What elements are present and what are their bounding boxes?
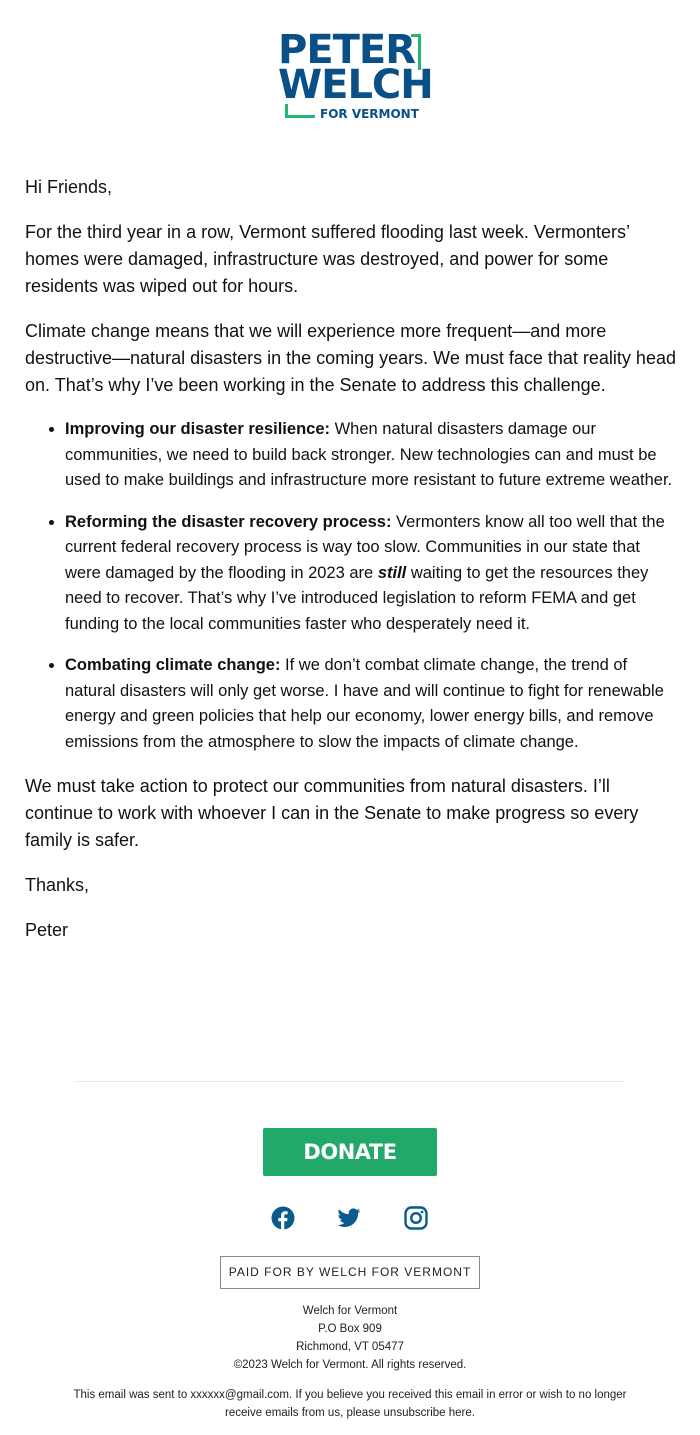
instagram-icon[interactable] [404,1206,428,1230]
logo-line-welch: WELCH [278,62,433,108]
footer-city: Richmond, VT 05477 [296,1341,404,1353]
list-item-text: Vermonters know all too well that the current federal recovery process is way too slow. Communities in our state that were damaged by the flooding in 2023 are [65,512,665,582]
footer-po-box: P.O Box 909 [318,1323,382,1335]
action-list [25,417,680,755]
list-item-title: Improving our disaster resilience: [65,420,330,438]
paragraph-action: We must take action to protect our communities from natural disasters. I’ll continue to work with whoever I can in the Senate to make progress so every family is safer. [25,776,639,850]
facebook-icon[interactable] [271,1206,295,1230]
list-item-climate [65,653,680,755]
emphasis-still: still [377,563,407,582]
paragraph-climate: Climate change means that we will experience more frequent—and more destructive—natural disasters in the coming years. We must face that reality head on. That’s why I’ve been working in the Senate to address this challenge. [25,321,676,395]
paragraph-flooding: For the third year in a row, Vermont suffered flooding last week. Vermonters’ homes were damaged, infrastructure was destroyed, and power for some residents was wiped out for hours. [25,222,630,296]
logo-line-for-vermont: FOR VERMONT [320,107,419,121]
email-body [25,174,680,962]
footer-address [0,1302,700,1374]
logo-bracket-bottom-left [285,104,315,118]
closing: Thanks, [25,875,90,895]
list-item-text: When natural disasters damage our communities, we need to build back stronger. New technologies can and must be used to make buildings and infrastructure more resistant to future extreme weather. [65,420,673,489]
twitter-icon[interactable] [337,1206,361,1230]
footer-copyright: ©2023 Welch for Vermont. All rights reserved. [233,1359,467,1371]
signature: Peter [25,920,69,940]
greeting: Hi Friends, [25,177,113,197]
list-item-resilience [65,417,680,494]
list-item-text: waiting to get the resources they need to recover. That’s why I’ve introduced legislation to reform FEMA and get funding to the local communities faster who desperately need it. [65,563,649,633]
logo-bracket-top-right [411,34,421,70]
list-item-title: Combating climate change: [65,656,281,674]
unsubscribe-disclaimer[interactable]: This email was sent to xxxxxx@gmail.com. If you believe you received this email in error or wish to no longer receive emails from us, please unsubscribe here. [73,1389,627,1419]
footer-divider [75,1081,625,1082]
donate-button[interactable]: DONATE [263,1128,437,1176]
list-item-text: If we don’t combat climate change, the trend of natural disasters will only get worse. I have and will continue to fight for renewable energy and green policies that help our economy, lower energy bills, and remove emissions from the atmosphere to slow the impacts of climate change. [65,656,664,751]
paid-for-disclaimer: PAID FOR BY WELCH FOR VERMONT [220,1256,480,1289]
campaign-logo [276,27,433,124]
list-item-recovery [65,510,680,638]
list-item-title: Reforming the disaster recovery process: [65,512,392,531]
footer-org: Welch for Vermont [302,1305,398,1317]
logo-line-peter: PETER [278,27,416,73]
